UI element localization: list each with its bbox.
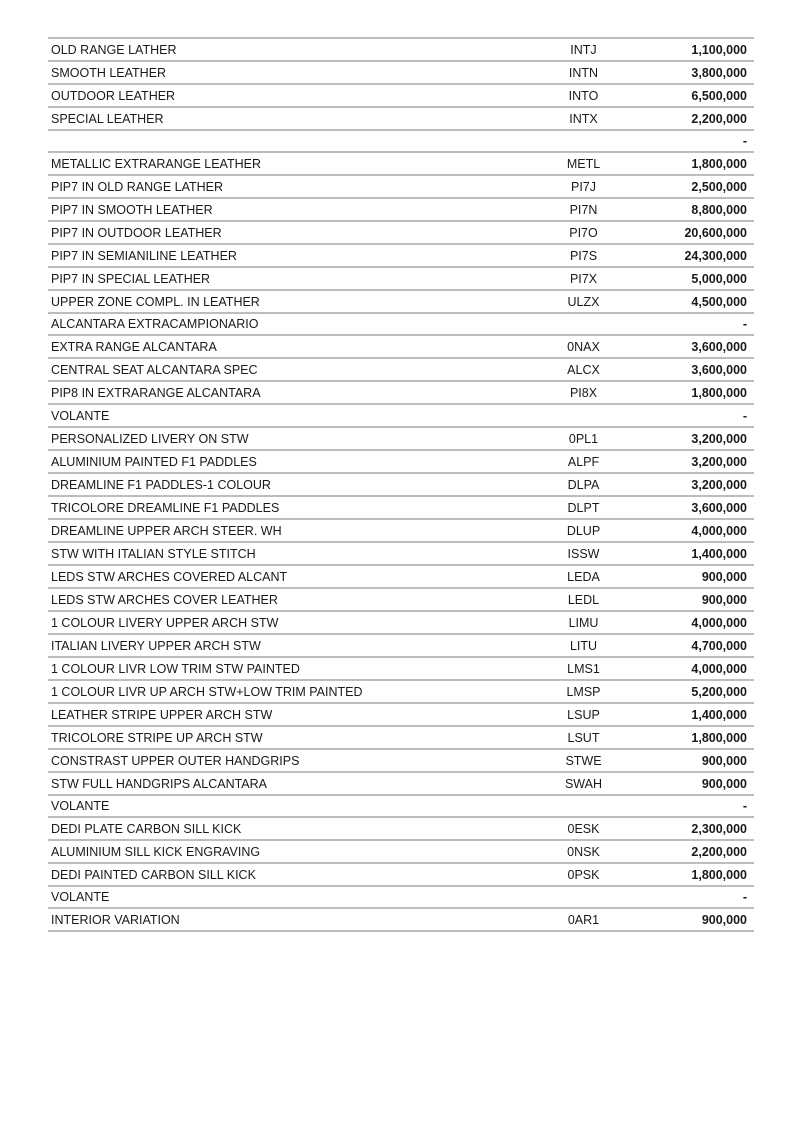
- table-row: [48, 267, 754, 290]
- option-code: METL: [521, 152, 646, 175]
- table-row: [48, 680, 754, 703]
- option-code: LSUT: [521, 726, 646, 749]
- table-row: [48, 152, 754, 175]
- option-code: DLUP: [521, 519, 646, 542]
- option-price: 4,000,000: [646, 657, 754, 680]
- table-row: [48, 703, 754, 726]
- table-row: [48, 130, 754, 152]
- option-code: DLPA: [521, 473, 646, 496]
- option-price: 24,300,000: [646, 244, 754, 267]
- table-row: [48, 772, 754, 795]
- option-price: 1,400,000: [646, 542, 754, 565]
- price-list-page: [48, 37, 747, 932]
- table-row: [48, 175, 754, 198]
- table-row: [48, 358, 754, 381]
- option-code: [521, 886, 646, 908]
- option-description: 1 COLOUR LIVERY UPPER ARCH STW: [48, 611, 521, 634]
- option-price: 1,800,000: [646, 726, 754, 749]
- options-price-table: [48, 37, 754, 932]
- option-code: INTX: [521, 107, 646, 130]
- option-price: 20,600,000: [646, 221, 754, 244]
- option-code: 0PSK: [521, 863, 646, 886]
- option-price: 2,200,000: [646, 107, 754, 130]
- option-description: UPPER ZONE COMPL. IN LEATHER: [48, 290, 521, 313]
- option-description: PERSONALIZED LIVERY ON STW: [48, 427, 521, 450]
- table-row: [48, 886, 754, 908]
- option-code: PI7N: [521, 198, 646, 221]
- option-description: LEATHER STRIPE UPPER ARCH STW: [48, 703, 521, 726]
- option-code: ULZX: [521, 290, 646, 313]
- option-description: LEDS STW ARCHES COVERED ALCANT: [48, 565, 521, 588]
- option-description: SMOOTH LEATHER: [48, 61, 521, 84]
- option-description: PIP8 IN EXTRARANGE ALCANTARA: [48, 381, 521, 404]
- option-price: 4,500,000: [646, 290, 754, 313]
- option-price: -: [646, 404, 754, 426]
- option-price: 3,800,000: [646, 61, 754, 84]
- option-code: [521, 404, 646, 426]
- option-code: PI7X: [521, 267, 646, 290]
- table-row: [48, 817, 754, 840]
- option-description: TRICOLORE STRIPE UP ARCH STW: [48, 726, 521, 749]
- option-description: VOLANTE: [48, 886, 521, 908]
- option-code: [521, 130, 646, 152]
- option-description: DEDI PAINTED CARBON SILL KICK: [48, 863, 521, 886]
- option-price: -: [646, 795, 754, 817]
- option-code: LEDL: [521, 588, 646, 611]
- table-body: [48, 38, 754, 931]
- option-description: OUTDOOR LEATHER: [48, 84, 521, 107]
- table-row: [48, 473, 754, 496]
- option-code: 0PL1: [521, 427, 646, 450]
- option-price: 5,000,000: [646, 267, 754, 290]
- option-description: VOLANTE: [48, 795, 521, 817]
- option-description: PIP7 IN SPECIAL LEATHER: [48, 267, 521, 290]
- option-code: LMSP: [521, 680, 646, 703]
- option-price: -: [646, 313, 754, 335]
- option-description: INTERIOR VARIATION: [48, 908, 521, 931]
- option-code: 0AR1: [521, 908, 646, 931]
- option-description: DREAMLINE F1 PADDLES-1 COLOUR: [48, 473, 521, 496]
- table-row: [48, 221, 754, 244]
- option-code: 0ESK: [521, 817, 646, 840]
- option-price: 4,000,000: [646, 519, 754, 542]
- table-row: [48, 611, 754, 634]
- table-row: [48, 749, 754, 772]
- option-description: ITALIAN LIVERY UPPER ARCH STW: [48, 634, 521, 657]
- option-price: 8,800,000: [646, 198, 754, 221]
- option-price: 4,000,000: [646, 611, 754, 634]
- option-price: 1,800,000: [646, 863, 754, 886]
- option-description: DREAMLINE UPPER ARCH STEER. WH: [48, 519, 521, 542]
- option-code: LMS1: [521, 657, 646, 680]
- option-description: STW FULL HANDGRIPS ALCANTARA: [48, 772, 521, 795]
- option-code: LIMU: [521, 611, 646, 634]
- option-price: 900,000: [646, 749, 754, 772]
- table-row: [48, 313, 754, 335]
- option-description: STW WITH ITALIAN STYLE STITCH: [48, 542, 521, 565]
- option-description: PIP7 IN OLD RANGE LATHER: [48, 175, 521, 198]
- option-code: LSUP: [521, 703, 646, 726]
- table-row: [48, 634, 754, 657]
- option-price: 1,100,000: [646, 38, 754, 61]
- table-row: [48, 335, 754, 358]
- option-price: -: [646, 886, 754, 908]
- option-price: 900,000: [646, 772, 754, 795]
- option-price: 2,300,000: [646, 817, 754, 840]
- option-price: 3,600,000: [646, 496, 754, 519]
- table-row: [48, 404, 754, 426]
- option-price: 3,200,000: [646, 473, 754, 496]
- option-code: INTO: [521, 84, 646, 107]
- table-row: [48, 565, 754, 588]
- table-row: [48, 863, 754, 886]
- option-description: PIP7 IN SMOOTH LEATHER: [48, 198, 521, 221]
- table-row: [48, 38, 754, 61]
- option-code: 0NAX: [521, 335, 646, 358]
- table-row: [48, 84, 754, 107]
- table-row: [48, 496, 754, 519]
- option-description: [48, 130, 521, 152]
- option-price: 900,000: [646, 908, 754, 931]
- table-row: [48, 657, 754, 680]
- option-price: 3,600,000: [646, 335, 754, 358]
- option-code: ALCX: [521, 358, 646, 381]
- option-description: DEDI PLATE CARBON SILL KICK: [48, 817, 521, 840]
- option-description: SPECIAL LEATHER: [48, 107, 521, 130]
- option-code: [521, 795, 646, 817]
- option-description: CONSTRAST UPPER OUTER HANDGRIPS: [48, 749, 521, 772]
- option-description: OLD RANGE LATHER: [48, 38, 521, 61]
- option-description: CENTRAL SEAT ALCANTARA SPEC: [48, 358, 521, 381]
- table-row: [48, 542, 754, 565]
- table-row: [48, 450, 754, 473]
- option-price: 900,000: [646, 565, 754, 588]
- option-code: PI8X: [521, 381, 646, 404]
- option-description: 1 COLOUR LIVR UP ARCH STW+LOW TRIM PAINTED: [48, 680, 521, 703]
- option-code: STWE: [521, 749, 646, 772]
- option-price: 2,200,000: [646, 840, 754, 863]
- option-price: 4,700,000: [646, 634, 754, 657]
- option-description: ALUMINIUM PAINTED F1 PADDLES: [48, 450, 521, 473]
- table-row: [48, 244, 754, 267]
- option-code: SWAH: [521, 772, 646, 795]
- table-row: [48, 840, 754, 863]
- table-row: [48, 61, 754, 84]
- option-code: INTJ: [521, 38, 646, 61]
- option-code: PI7S: [521, 244, 646, 267]
- option-code: PI7O: [521, 221, 646, 244]
- option-price: 6,500,000: [646, 84, 754, 107]
- option-description: LEDS STW ARCHES COVER LEATHER: [48, 588, 521, 611]
- table-row: [48, 588, 754, 611]
- option-price: 3,200,000: [646, 427, 754, 450]
- option-price: 3,200,000: [646, 450, 754, 473]
- option-description: ALCANTARA EXTRACAMPIONARIO: [48, 313, 521, 335]
- option-price: 2,500,000: [646, 175, 754, 198]
- table-row: [48, 198, 754, 221]
- option-price: 900,000: [646, 588, 754, 611]
- option-code: ISSW: [521, 542, 646, 565]
- option-description: PIP7 IN OUTDOOR LEATHER: [48, 221, 521, 244]
- option-description: VOLANTE: [48, 404, 521, 426]
- option-code: DLPT: [521, 496, 646, 519]
- option-description: TRICOLORE DREAMLINE F1 PADDLES: [48, 496, 521, 519]
- option-price: 3,600,000: [646, 358, 754, 381]
- table-row: [48, 107, 754, 130]
- table-row: [48, 908, 754, 931]
- table-row: [48, 381, 754, 404]
- option-description: METALLIC EXTRARANGE LEATHER: [48, 152, 521, 175]
- option-code: ALPF: [521, 450, 646, 473]
- table-row: [48, 290, 754, 313]
- option-price: 1,800,000: [646, 381, 754, 404]
- option-description: EXTRA RANGE ALCANTARA: [48, 335, 521, 358]
- table-row: [48, 519, 754, 542]
- table-row: [48, 726, 754, 749]
- option-code: INTN: [521, 61, 646, 84]
- option-price: -: [646, 130, 754, 152]
- option-price: 1,400,000: [646, 703, 754, 726]
- option-code: LITU: [521, 634, 646, 657]
- option-code: 0NSK: [521, 840, 646, 863]
- option-code: PI7J: [521, 175, 646, 198]
- option-price: 1,800,000: [646, 152, 754, 175]
- table-row: [48, 795, 754, 817]
- option-description: PIP7 IN SEMIANILINE LEATHER: [48, 244, 521, 267]
- option-description: ALUMINIUM SILL KICK ENGRAVING: [48, 840, 521, 863]
- table-row: [48, 427, 754, 450]
- option-code: LEDA: [521, 565, 646, 588]
- option-code: [521, 313, 646, 335]
- option-price: 5,200,000: [646, 680, 754, 703]
- option-description: 1 COLOUR LIVR LOW TRIM STW PAINTED: [48, 657, 521, 680]
